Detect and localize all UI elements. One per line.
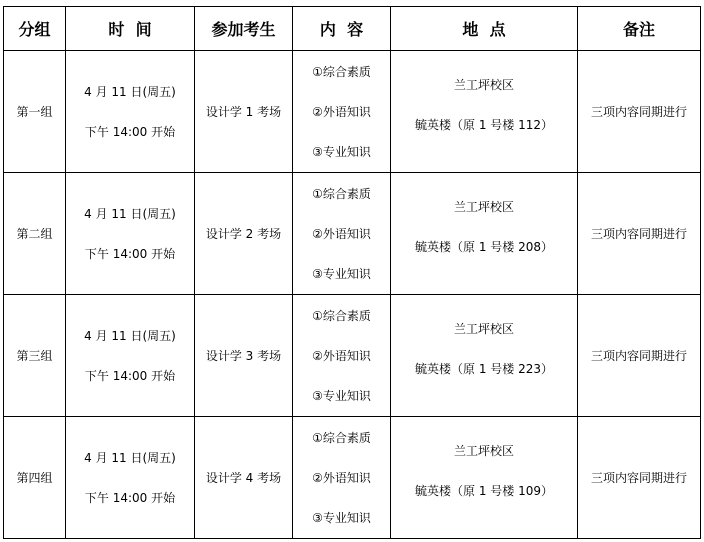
participants-cell: 设计学 1 考场 xyxy=(195,51,293,173)
note-cell: 三项内容同期进行 xyxy=(578,173,701,295)
table-row xyxy=(4,51,701,173)
content-cell xyxy=(293,173,391,295)
time-date: 4 月 11 日(周五) xyxy=(84,206,176,221)
location-cell xyxy=(391,295,578,417)
location-cell xyxy=(391,51,578,173)
content-item: ①综合素质 xyxy=(312,430,371,445)
header-participants: 参加考生 xyxy=(195,7,293,51)
campus: 兰工坪校区 xyxy=(453,443,514,458)
content-item: ②外语知识 xyxy=(312,104,371,119)
building: 毓英楼（原 1 号楼 112） xyxy=(415,117,553,132)
time-cell xyxy=(66,295,195,417)
location-cell xyxy=(391,173,578,295)
time-date: 4 月 11 日(周五) xyxy=(84,84,176,99)
time-date: 4 月 11 日(周五) xyxy=(84,450,176,465)
content-item: ③专业知识 xyxy=(312,388,371,403)
note-cell: 三项内容同期进行 xyxy=(578,51,701,173)
content-cell xyxy=(293,51,391,173)
time-start: 下午 14:00 开始 xyxy=(84,246,176,261)
content-cell xyxy=(293,295,391,417)
content-item: ②外语知识 xyxy=(312,226,371,241)
time-cell xyxy=(66,51,195,173)
note-cell: 三项内容同期进行 xyxy=(578,295,701,417)
group-cell: 第一组 xyxy=(4,51,66,173)
header-location: 地 点 xyxy=(391,7,578,51)
time-cell xyxy=(66,173,195,295)
content-item: ③专业知识 xyxy=(312,144,371,159)
campus: 兰工坪校区 xyxy=(453,199,514,214)
header-row xyxy=(4,7,701,51)
group-cell: 第四组 xyxy=(4,417,66,539)
participants-cell: 设计学 4 考场 xyxy=(195,417,293,539)
time-start: 下午 14:00 开始 xyxy=(84,124,176,139)
note-cell: 三项内容同期进行 xyxy=(578,417,701,539)
time-start: 下午 14:00 开始 xyxy=(84,490,176,505)
header-group: 分组 xyxy=(4,7,66,51)
content-item: ③专业知识 xyxy=(312,266,371,281)
header-time: 时 间 xyxy=(66,7,195,51)
group-cell: 第三组 xyxy=(4,295,66,417)
content-item: ③专业知识 xyxy=(312,510,371,525)
participants-cell: 设计学 3 考场 xyxy=(195,295,293,417)
content-item: ②外语知识 xyxy=(312,470,371,485)
time-cell xyxy=(66,417,195,539)
table-row xyxy=(4,173,701,295)
building: 毓英楼（原 1 号楼 223） xyxy=(415,361,553,376)
content-item: ①综合素质 xyxy=(312,186,371,201)
content-item: ①综合素质 xyxy=(312,64,371,79)
header-content: 内 容 xyxy=(293,7,391,51)
campus: 兰工坪校区 xyxy=(453,321,514,336)
content-item: ①综合素质 xyxy=(312,308,371,323)
building: 毓英楼（原 1 号楼 109） xyxy=(415,483,553,498)
table-row xyxy=(4,417,701,539)
building: 毓英楼（原 1 号楼 208） xyxy=(415,239,553,254)
content-cell xyxy=(293,417,391,539)
content-item: ②外语知识 xyxy=(312,348,371,363)
header-note: 备注 xyxy=(578,7,701,51)
campus: 兰工坪校区 xyxy=(453,77,514,92)
time-date: 4 月 11 日(周五) xyxy=(84,328,176,343)
exam-schedule-table xyxy=(3,6,701,539)
location-cell xyxy=(391,417,578,539)
participants-cell: 设计学 2 考场 xyxy=(195,173,293,295)
table-row xyxy=(4,295,701,417)
group-cell: 第二组 xyxy=(4,173,66,295)
time-start: 下午 14:00 开始 xyxy=(84,368,176,383)
